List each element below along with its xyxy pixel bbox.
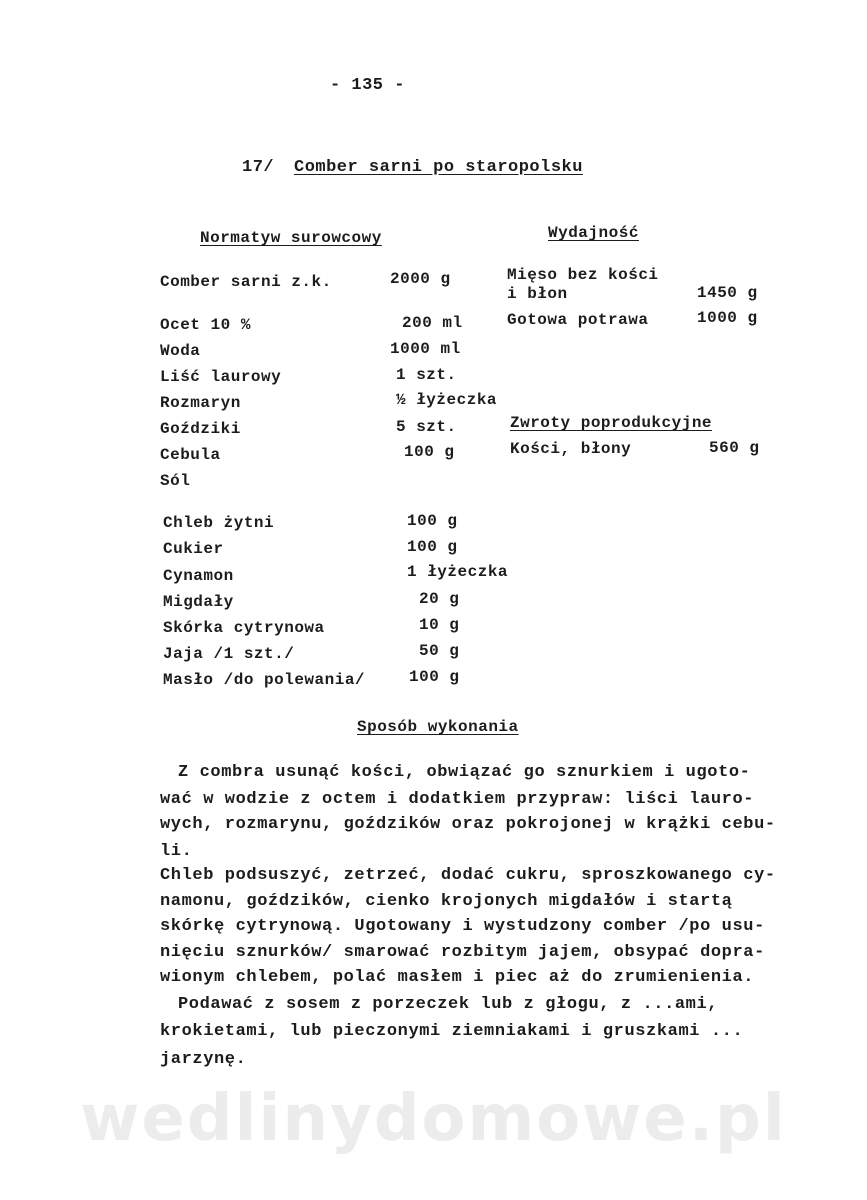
method-line: Chleb podsuszyć, zetrzeć, dodać cukru, sproszkowanego cy- [160,866,776,885]
ingredient-name: Ocet 10 % [160,316,251,334]
method-line: skórkę cytrynową. Ugotowany i wystudzony comber /po usu- [160,917,765,936]
ingredient-qty: 2000 g [390,270,451,288]
method-line: nięciu sznurków/ smarować rozbitym jajem, obsypać dopra- [160,943,765,962]
ingredient-qty: 100 g [407,538,458,556]
recipe-number: 17/ [242,158,275,177]
ingredient-name: Goździki [160,420,241,438]
ingredient-name: Cynamon [163,567,234,585]
ingredient-name: Jaja /1 szt./ [163,645,295,663]
return-qty: 560 g [709,439,760,457]
ingredient-qty: 100 g [407,512,458,530]
recipe-title: Comber sarni po staropolsku [294,158,583,177]
yield-qty: 1450 g [697,284,758,302]
ingredient-name: Masło /do polewania/ [163,671,366,689]
watermark: wedlinydomowe.pl [80,1082,787,1156]
ingredient-name: Cebula [160,446,221,464]
normatyw-heading: Normatyw surowcowy [200,229,382,247]
yield-name: Mięso bez kości [507,266,659,284]
method-line: wać w wodzie z octem i dodatkiem przypraw: liści lauro- [160,790,755,809]
ingredient-qty: 100 g [404,443,455,461]
ingredient-name: Chleb żytni [163,514,275,532]
method-line: wych, rozmarynu, goździków oraz pokrojonej w krążki cebu- [160,815,776,834]
yield-name-cont: i błon [507,285,568,303]
method-line: Podawać z sosem z porzeczek lub z głogu, z ...ami, [178,995,719,1014]
ingredient-name: Rozmaryn [160,394,241,412]
ingredient-name: Sól [160,472,191,490]
page-number: - 135 - [330,76,405,95]
yield-qty: 1000 g [697,309,758,327]
ingredient-qty: 20 g [419,590,460,608]
method-line: wionym chlebem, polać masłem i piec aż do zrumienienia. [160,968,755,987]
ingredient-name: Comber sarni z.k. [160,273,332,291]
ingredient-name: Woda [160,342,201,360]
method-line: krokietami, lub pieczonymi ziemniakami i gruszkami ... [160,1022,744,1041]
ingredient-qty: 100 g [409,668,460,686]
ingredient-qty: 1 szt. [396,366,457,384]
ingredient-name: Cukier [163,540,224,558]
ingredient-qty: 5 szt. [396,418,457,436]
method-line: li. [160,842,193,861]
ingredient-qty: 1 łyżeczka [407,563,509,581]
ingredient-qty: 50 g [419,642,460,660]
ingredient-qty: 1000 ml [390,340,461,358]
ingredient-name: Migdały [163,593,234,611]
ingredient-name: Skórka cytrynowa [163,619,325,637]
method-line: jarzynę. [160,1050,247,1069]
sposob-heading: Sposób wykonania [357,718,519,736]
wydajnosc-heading: Wydajność [548,224,639,242]
ingredient-qty: 200 ml [402,314,463,332]
yield-name: Gotowa potrawa [507,311,649,329]
ingredient-qty: 10 g [419,616,460,634]
method-line: namonu, goździków, cienko krojonych migdałów i startą [160,892,733,911]
method-line: Z combra usunąć kości, obwiązać go sznurkiem i ugoto- [178,763,751,782]
ingredient-qty: ½ łyżeczka [396,391,498,409]
zwroty-heading: Zwroty poprodukcyjne [510,414,713,432]
return-name: Kości, błony [510,440,632,458]
ingredient-name: Liść laurowy [160,368,282,386]
